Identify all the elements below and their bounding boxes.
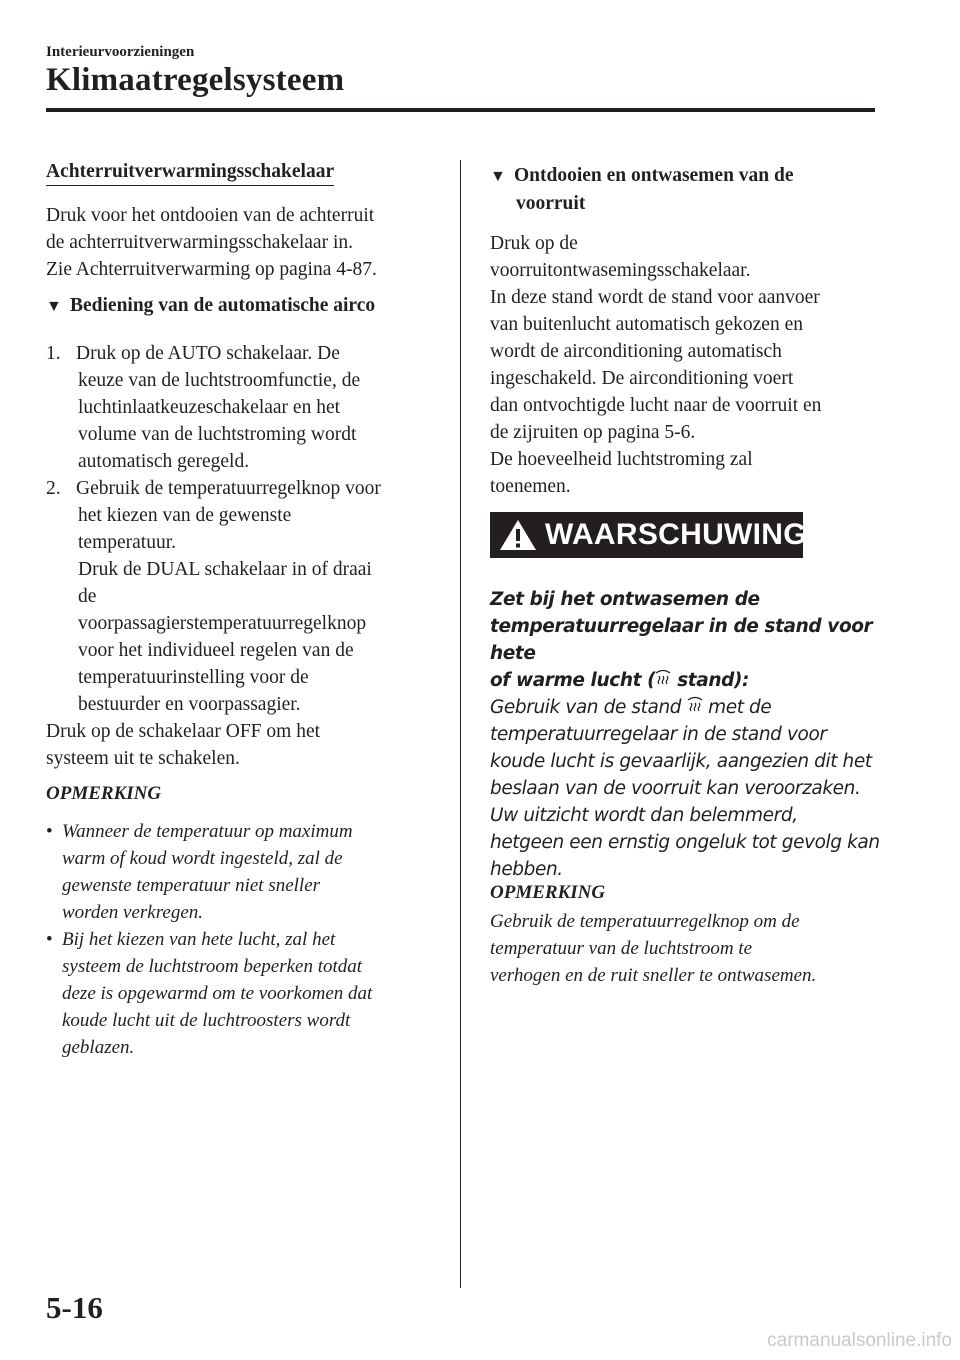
step-number: 2. — [46, 478, 61, 499]
note-text — [490, 908, 890, 989]
text-line: verhogen en de ruit sneller te ontwasemen. — [490, 965, 817, 986]
triangle-icon: ▼ — [490, 168, 506, 185]
text-line: Uw uitzicht wordt dan belemmerd, — [490, 805, 798, 826]
header-rule — [46, 108, 875, 112]
text-line: voorruitontwasemingsschakelaar. — [490, 260, 751, 281]
text-line: Druk op de AUTO schakelaar. De — [76, 343, 340, 364]
step-item — [46, 475, 438, 720]
text-line: de zijruiten op pagina 5-6. — [490, 422, 696, 443]
text-line: temperatuur van de luchtstroom te — [490, 938, 753, 959]
auto-aircon-heading — [46, 292, 375, 320]
text-line: Druk de DUAL schakelaar in of draai — [78, 559, 372, 580]
text-line: Druk op de — [490, 233, 578, 254]
auto-aircon-heading-text: Bediening van de automatische airco — [70, 295, 376, 316]
text-line: koude lucht is gevaarlijk, aangezien dit het — [490, 751, 872, 772]
text-line: geblazen. — [62, 1037, 135, 1058]
text-line: bestuurder en voorpassagier. — [78, 694, 301, 715]
text-line: luchtinlaatkeuzeschakelaar en het — [78, 397, 341, 418]
note-text — [62, 926, 372, 1061]
text-line: wordt de airconditioning automatisch — [490, 341, 782, 362]
text-line: het kiezen van de gewenste — [78, 505, 292, 526]
warning-banner — [490, 512, 807, 558]
text-line: hebben. — [490, 859, 563, 880]
text-line: warm of koud wordt ingesteld, zal de — [62, 848, 343, 869]
text-segment: Gebruik van de stand — [490, 697, 687, 718]
text-line: temperatuurinstelling voor de — [78, 667, 309, 688]
text-line: hetgeen een ernstig ongeluk tot gevolg kan — [490, 832, 880, 853]
section-label: Interieurvoorzieningen — [46, 44, 195, 60]
text-line: temperatuur. — [78, 532, 177, 553]
text-line: van buitenlucht automatisch gekozen en — [490, 314, 803, 335]
text-line: ingeschakeld. De airconditioning voert — [490, 368, 794, 389]
watermark: carmanualsonline.info — [767, 1330, 952, 1351]
text-line: Druk voor het ontdooien van de achterruit — [46, 205, 375, 226]
rear-defroster-heading: Achterruitverwarmingsschakelaar — [46, 160, 334, 186]
defroster-icon — [687, 694, 703, 716]
text-line: systeem de luchtstroom beperken totdat — [62, 956, 363, 977]
text-line: Gebruik de temperatuurregelknop voor — [76, 478, 381, 499]
defrost-heading — [490, 162, 882, 217]
note-label: OPMERKING — [46, 783, 162, 804]
text-line: systeem uit te schakelen. — [46, 748, 240, 769]
note-item — [46, 926, 446, 1061]
defrost-heading-text-2: voorruit — [516, 193, 586, 214]
warning-icon — [498, 518, 538, 552]
text-line — [490, 694, 890, 721]
bullet-icon: • — [46, 929, 53, 950]
text-line: Zie Achterruitverwarming op pagina 4-87. — [46, 259, 377, 280]
text-line: Bij het kiezen van hete lucht, zal het — [62, 929, 336, 950]
text-line: Zet bij het ontwasemen de — [490, 589, 760, 610]
text-segment: stand): — [671, 670, 750, 691]
defrost-text — [490, 230, 821, 500]
text-line: volume van de luchtstroming wordt — [78, 424, 357, 445]
page-number: 5-16 — [46, 1290, 103, 1325]
text-line: deze is opgewarmd om te voorkomen dat — [62, 983, 373, 1004]
text-line: De hoeveelheid luchtstroming zal — [490, 449, 753, 470]
rear-defroster-text — [46, 202, 377, 283]
off-text — [46, 718, 320, 772]
text-line: Wanneer de temperatuur op maximum — [62, 821, 353, 842]
text-line: automatisch geregeld. — [78, 451, 250, 472]
step-number: 1. — [46, 343, 61, 364]
text-line: voor het individueel regelen van de — [78, 640, 354, 661]
warning-label: WAARSCHUWING — [545, 518, 807, 551]
text-segment: of warme lucht ( — [490, 670, 656, 691]
step-text — [78, 340, 360, 475]
text-line: de achterruitverwarmingsschakelaar in. — [46, 232, 353, 253]
text-line: koude lucht uit de luchtroosters wordt — [62, 1010, 351, 1031]
defrost-heading-text: Ontdooien en ontwasemen van de — [514, 165, 794, 186]
text-line: de — [78, 586, 97, 607]
text-line: Gebruik de temperatuurregelknop om de — [490, 911, 800, 932]
text-line: beslaan van de voorruit kan veroorzaken. — [490, 778, 861, 799]
warning-text — [490, 586, 890, 883]
text-line: keuze van de luchtstroomfunctie, de — [78, 370, 361, 391]
text-line: temperatuurregelaar in de stand voor hete — [490, 616, 873, 664]
text-line: toenemen. — [490, 476, 571, 497]
note-text — [62, 818, 353, 926]
bullet-icon: • — [46, 821, 53, 842]
step-text — [78, 475, 381, 718]
text-line — [490, 667, 890, 694]
text-line: voorpassagierstemperatuurregelknop — [78, 613, 367, 634]
triangle-icon: ▼ — [46, 298, 62, 315]
note-label: OPMERKING — [490, 882, 606, 903]
defroster-icon — [655, 667, 671, 689]
step-item — [46, 340, 438, 475]
text-segment: met de — [702, 697, 772, 718]
text-line: In deze stand wordt de stand voor aanvoer — [490, 287, 820, 308]
text-line: temperatuurregelaar in de stand voor — [490, 724, 827, 745]
text-line: dan ontvochtigde lucht naar de voorruit en — [490, 395, 822, 416]
text-line: worden verkregen. — [62, 902, 204, 923]
text-line: Druk op de schakelaar OFF om het — [46, 721, 321, 742]
page-title: Klimaatregelsysteem — [46, 62, 345, 98]
note-item — [46, 818, 438, 926]
column-divider — [460, 160, 461, 1288]
text-line: gewenste temperatuur niet sneller — [62, 875, 321, 896]
